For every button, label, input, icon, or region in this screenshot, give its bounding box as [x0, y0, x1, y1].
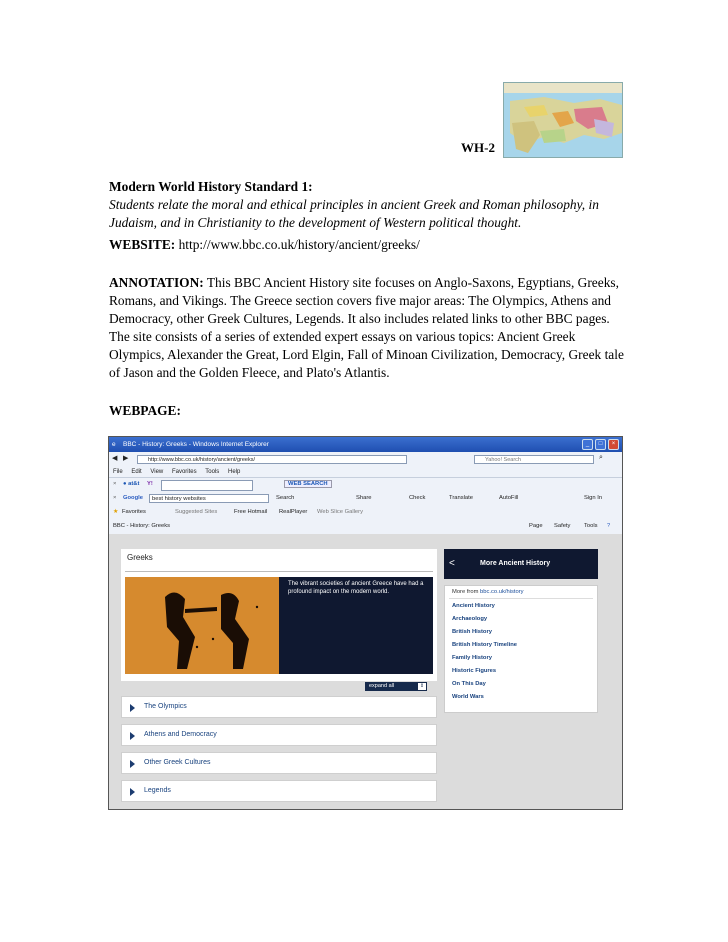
page-menu[interactable]: Page: [529, 523, 543, 529]
standard-block: [109, 178, 629, 232]
google-search-input[interactable]: best history websites: [149, 494, 269, 503]
window-titlebar: [109, 437, 622, 452]
back-icon[interactable]: ◀: [112, 455, 118, 462]
help-icon[interactable]: ?: [607, 523, 611, 529]
google-toolbar-close-icon[interactable]: ×: [113, 495, 117, 501]
standard-text: Students relate the moral and ethical principles in ancient Greek and Roman philosophy, in Judaism, and in Christianity to the development of Western political thought.: [109, 197, 599, 230]
card-divider: [125, 571, 433, 572]
menu-favorites[interactable]: Favorites: [171, 469, 197, 475]
map-image: [503, 82, 623, 158]
section-label: Athens and Democracy: [144, 731, 217, 738]
address-bar-row: [109, 452, 622, 468]
expand-triangle-icon: [130, 760, 135, 768]
more-from-prefix: More from: [452, 589, 479, 595]
favorites-button[interactable]: Favorites: [122, 509, 146, 515]
greeks-card: [121, 549, 437, 681]
toolbar-search-input[interactable]: [161, 480, 253, 491]
expand-all-label: expand all: [369, 683, 395, 689]
google-search-button[interactable]: Search: [276, 495, 295, 501]
toolbar-close-icon[interactable]: ×: [113, 481, 117, 487]
section-athens-and-democracy[interactable]: [121, 724, 437, 746]
menu-bar: [109, 467, 622, 478]
favorites-star-icon: ★: [113, 509, 119, 515]
window-title: BBC - History: Greeks - Windows Internet Explorer: [123, 441, 269, 448]
autofill-button[interactable]: AutoFill: [499, 495, 519, 501]
annotation-block: [109, 274, 629, 382]
tab-command-bar: [109, 520, 622, 535]
chevron-left-icon: <: [449, 558, 455, 569]
expand-arrows-icon: ⇕: [419, 683, 425, 689]
fav-web-slice-gallery[interactable]: Web Slice Gallery: [317, 509, 363, 515]
link-historic-figures[interactable]: Historic Figures: [452, 668, 497, 674]
web-search-button[interactable]: WEB SEARCH: [284, 480, 332, 488]
menu-edit[interactable]: Edit: [131, 469, 142, 475]
greek-vase-image: [125, 577, 279, 674]
link-british-history-timeline[interactable]: British History Timeline: [452, 642, 517, 648]
expand-all-button[interactable]: [365, 682, 427, 691]
bbc-page: [109, 534, 622, 809]
link-british-history[interactable]: British History: [452, 629, 492, 635]
google-toolbar: [109, 492, 622, 507]
maximize-button[interactable]: □: [595, 439, 606, 450]
fav-free-hotmail[interactable]: Free Hotmail: [234, 509, 268, 515]
fav-suggested-sites[interactable]: Suggested Sites: [175, 509, 218, 515]
more-from-site-link[interactable]: bbc.co.uk/history: [480, 589, 524, 595]
expand-triangle-icon: [130, 788, 135, 796]
close-button[interactable]: ×: [608, 439, 619, 450]
section-the-olympics[interactable]: [121, 696, 437, 718]
tools-menu[interactable]: Tools: [584, 523, 598, 529]
card-title: Greeks: [127, 553, 153, 562]
ie-icon: e: [112, 441, 116, 448]
menu-help[interactable]: Help: [227, 469, 241, 475]
link-family-history[interactable]: Family History: [452, 655, 492, 661]
share-button[interactable]: Share: [356, 495, 372, 501]
link-archaeology[interactable]: Archaeology: [452, 616, 488, 622]
section-label: Legends: [144, 787, 171, 794]
att-logo: ● at&t: [123, 481, 140, 487]
fav-realplayer[interactable]: RealPlayer: [279, 509, 308, 515]
annotation-text: This BBC Ancient History site focuses on Anglo-Saxons, Egyptians, Greeks, Romans, and Vikings. The Greece section covers five major areas: The Olympics, Athens and Democracy, other Greek Cultures, Legends. It also includes related links to other BBC pages. The site consists of a series of extended expert essays on various topics: Ancient Greek Olympics, Alexander the Great, Lord Elgin, Fall of Minoan Civilization, Democracy, Greek tale of Jason and the Golden Fleece, and Plato's Atlantis.: [109, 275, 624, 380]
webpage-heading: [109, 402, 629, 420]
att-toolbar: [109, 478, 622, 493]
website-url: http://www.bbc.co.uk/history/ancient/greeks/: [178, 237, 420, 252]
section-label: The Olympics: [144, 703, 187, 710]
caption-panel: [279, 577, 433, 674]
expand-triangle-icon: [130, 704, 135, 712]
section-legends[interactable]: [121, 780, 437, 802]
links-divider: [449, 598, 593, 599]
sign-in-button[interactable]: Sign In: [584, 495, 603, 501]
search-icon[interactable]: ⌕: [599, 454, 603, 461]
document-code: WH-2: [461, 140, 495, 155]
google-logo: Google: [123, 495, 143, 501]
browser-screenshot: [108, 436, 623, 810]
more-ancient-history-title: More Ancient History: [480, 560, 551, 567]
yahoo-logo: Y!: [147, 481, 153, 487]
search-input[interactable]: Yahoo! Search: [474, 455, 594, 464]
menu-view[interactable]: View: [150, 469, 164, 475]
link-on-this-day[interactable]: On This Day: [452, 681, 486, 687]
minimize-button[interactable]: _: [582, 439, 593, 450]
forward-icon[interactable]: ▶: [123, 455, 129, 462]
more-from-line: [452, 589, 524, 595]
section-other-greek-cultures[interactable]: [121, 752, 437, 774]
standard-title: Modern World History Standard 1:: [109, 179, 313, 194]
section-label: Other Greek Cultures: [144, 759, 211, 766]
website-label: WEBSITE:: [109, 237, 176, 252]
caption-text: The vibrant societies of ancient Greece have had a profound impact on the modern world.: [288, 581, 424, 595]
annotation-label: ANNOTATION:: [109, 275, 204, 290]
link-world-wars[interactable]: World Wars: [452, 694, 484, 700]
window-controls: [582, 439, 619, 450]
link-ancient-history[interactable]: Ancient History: [452, 603, 495, 609]
check-button[interactable]: Check: [409, 495, 426, 501]
menu-file[interactable]: File: [113, 469, 123, 475]
address-input[interactable]: http://www.bbc.co.uk/history/ancient/greeks/: [137, 455, 407, 464]
more-ancient-history-header[interactable]: [444, 549, 598, 579]
expand-triangle-icon: [130, 732, 135, 740]
translate-button[interactable]: Translate: [449, 495, 473, 501]
related-links-panel: [444, 585, 598, 713]
webpage-label: WEBPAGE:: [109, 403, 181, 418]
menu-tools[interactable]: Tools: [205, 469, 220, 475]
favorites-bar: [109, 506, 622, 521]
safety-menu[interactable]: Safety: [554, 523, 571, 529]
website-line: [109, 236, 629, 254]
tab-bbc-greeks[interactable]: BBC - History: Greeks: [113, 523, 171, 529]
